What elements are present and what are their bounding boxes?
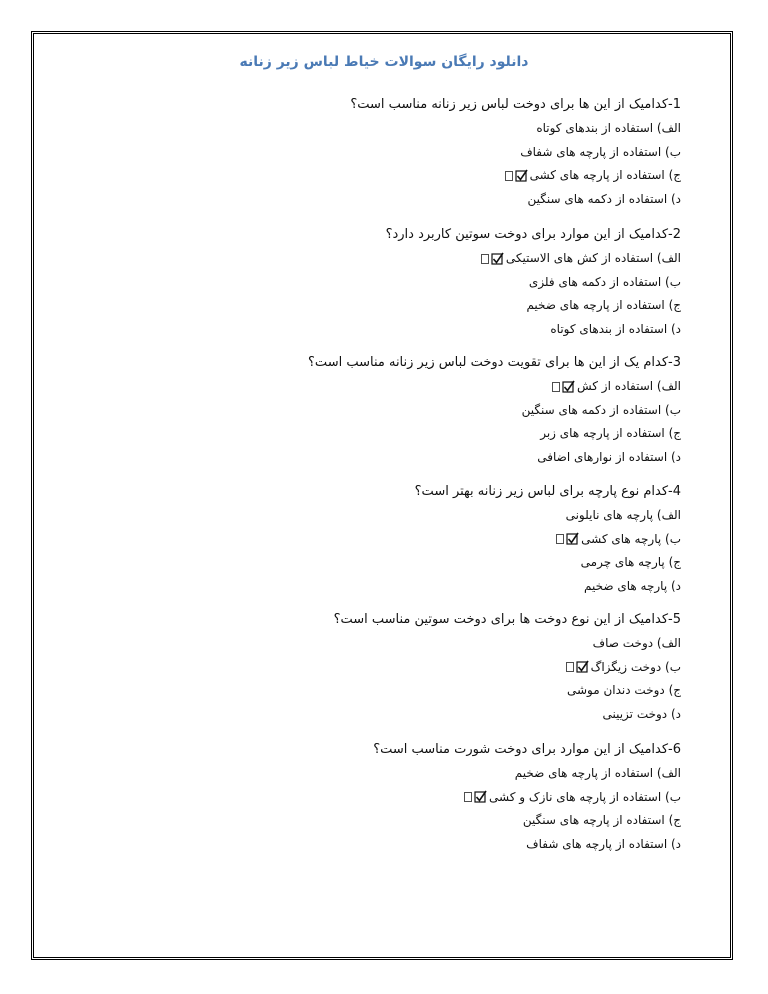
option-label: الف) استفاده از بندهای کوتاه (536, 121, 681, 135)
option-label: ب) دوخت زیگزاگ (590, 659, 681, 674)
option-label: الف) استفاده از پارچه های ضخیم (514, 766, 681, 780)
checked-box-icon (565, 660, 589, 674)
option-label: ج) استفاده از پارچه های زبر (540, 426, 681, 440)
question-text: 5-کدامیک از این نوع دوخت ها برای دوخت سوتین مناسب است؟ (333, 612, 681, 627)
option-row (121, 399, 681, 423)
option-row (121, 762, 681, 786)
option-row (121, 786, 681, 810)
option-label: د) استفاده از پارچه های شفاف (526, 836, 681, 851)
option-label: ب) استفاده از دکمه های فلزی (528, 274, 681, 289)
option-row (121, 679, 681, 703)
option-row (121, 809, 681, 833)
option-row (121, 164, 681, 188)
option-label: ب) استفاده از پارچه های شفاف (520, 144, 681, 159)
option-label: د) استفاده از دکمه های سنگین (527, 191, 681, 206)
option-label: الف) استفاده از کش های الاستیکی (505, 251, 681, 265)
option-label: د) استفاده از بندهای کوتاه (550, 321, 681, 336)
question-text: 3-کدام یک از این ها برای تقویت دوخت لباس زیر زنانه مناسب است؟ (308, 355, 681, 370)
option-row (121, 318, 681, 342)
option-label: د) پارچه های ضخیم (583, 578, 681, 593)
checked-box-icon (555, 532, 579, 546)
question-3 (121, 351, 681, 469)
question-text: 1-کدامیک از این ها برای دوخت لباس زیر زنانه مناسب است؟ (350, 97, 681, 112)
question-text: 2-کدامیک از این موارد برای دوخت سوتین کاربرد دارد؟ (385, 227, 681, 242)
option-label: الف) دوخت صاف (592, 636, 681, 650)
option-row (121, 528, 681, 552)
option-label: ج) استفاده از پارچه های کشی (529, 168, 681, 182)
option-row (121, 833, 681, 857)
option-label: ج) دوخت دندان موشی (566, 683, 681, 697)
option-row (121, 188, 681, 212)
option-row (121, 575, 681, 599)
option-label: د) استفاده از نوارهای اضافی (537, 449, 681, 464)
option-row (121, 247, 681, 271)
question-5 (121, 608, 681, 726)
question-4 (121, 480, 681, 598)
option-label: ج) استفاده از پارچه های سنگین (522, 813, 681, 827)
option-row (121, 422, 681, 446)
option-row (121, 504, 681, 528)
option-row (121, 551, 681, 575)
question-6 (121, 738, 681, 856)
option-row (121, 117, 681, 141)
checked-box-icon (480, 252, 504, 266)
option-label: د) دوخت تزیینی (602, 706, 681, 721)
checked-box-icon (504, 169, 528, 183)
checked-box-icon (551, 380, 575, 394)
option-label: الف) استفاده از کش (576, 379, 681, 393)
option-label: ب) استفاده از دکمه های سنگین (521, 402, 681, 417)
option-row (121, 446, 681, 470)
option-label: ج) پارچه های چرمی (580, 555, 681, 569)
option-row (121, 375, 681, 399)
option-row (121, 271, 681, 295)
checked-box-icon (463, 790, 487, 804)
option-row (121, 656, 681, 680)
question-text: 4-کدام نوع پارچه برای لباس زیر زنانه بهتر است؟ (414, 484, 681, 499)
option-row (121, 141, 681, 165)
option-row (121, 294, 681, 318)
question-text: 6-کدامیک از این موارد برای دوخت شورت مناسب است؟ (373, 742, 681, 757)
option-row (121, 703, 681, 727)
option-row (121, 632, 681, 656)
option-label: الف) پارچه های نایلونی (565, 508, 681, 522)
question-2 (121, 223, 681, 341)
question-1 (121, 93, 681, 211)
option-label: ب) استفاده از پارچه های نازک و کشی (489, 789, 681, 804)
option-label: ج) استفاده از پارچه های ضخیم (526, 298, 681, 312)
document-title: دانلود رایگان سوالات خیاط لباس زیر زنانه (239, 54, 529, 70)
option-label: ب) پارچه های کشی (581, 531, 681, 546)
